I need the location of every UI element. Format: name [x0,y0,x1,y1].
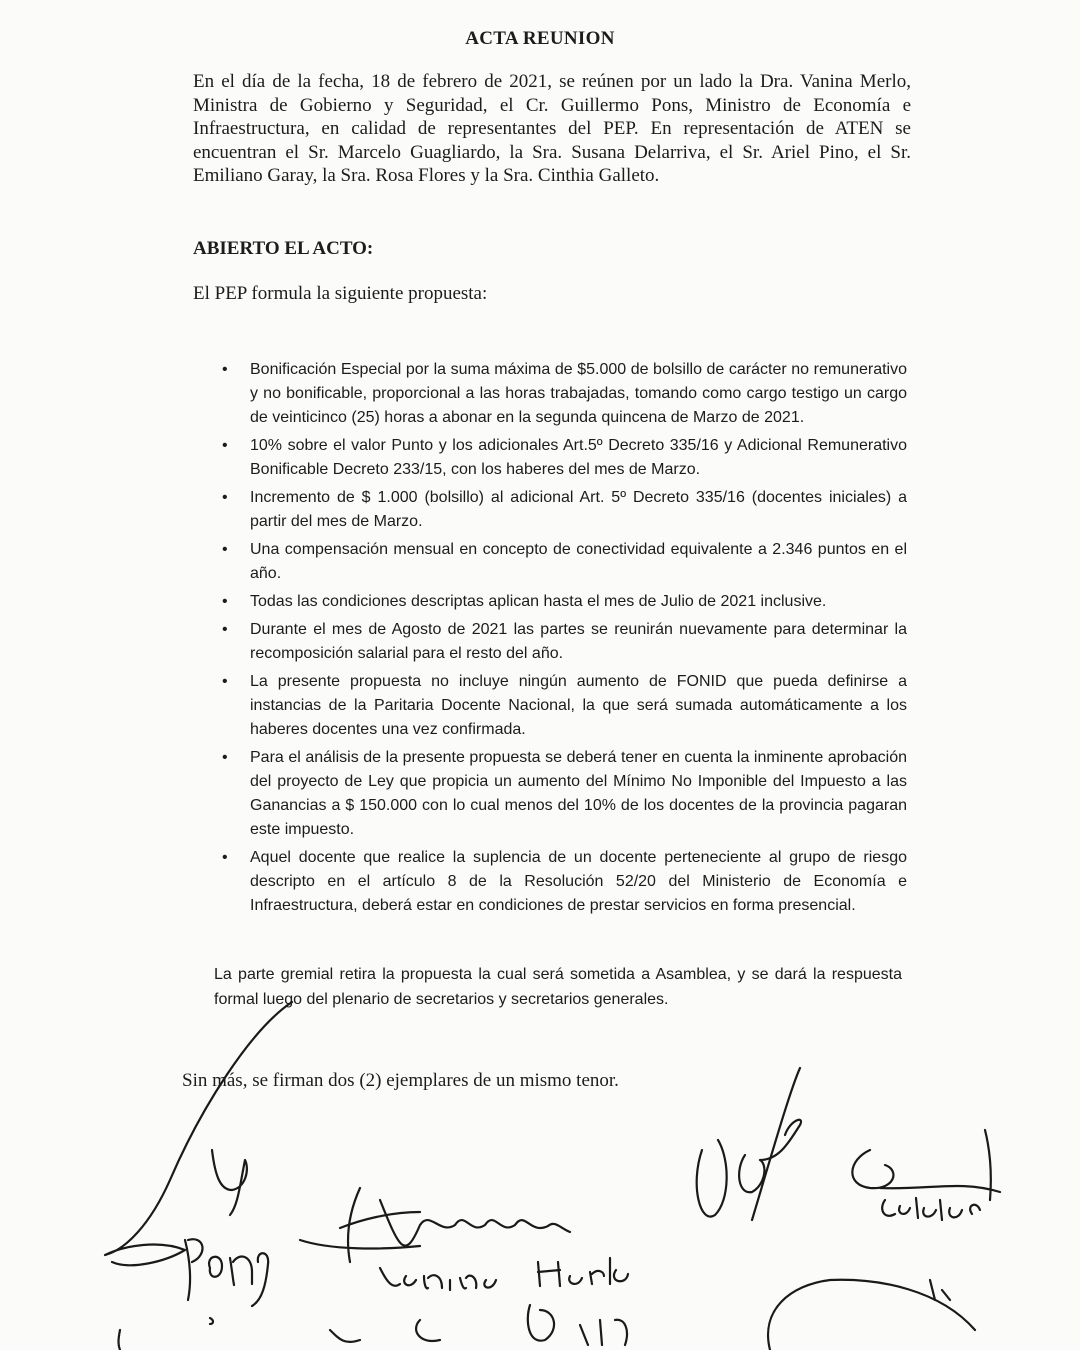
signature-stroke [300,1240,420,1248]
document-title: ACTA REUNION [465,28,615,49]
list-item-text: Durante el mes de Agosto de 2021 las partes se reunirán nuevamente para determinar la recomposición salarial para el resto del año. [250,621,907,662]
list-item-text: Todas las condiciones descriptas aplican hasta el mes de Julio de 2021 inclusive. [250,593,827,610]
list-item-text: Bonificación Especial por la suma máxima de $5.000 de bolsillo de carácter no remunerativo y no bonificable, proporcional a las horas trabajadas, tomando como cargo testigo un cargo de veinticinco (25) horas a abonar en la segunda quincena de Marzo de 2021. [250,361,907,426]
signature-stroke [105,1002,292,1265]
list-item-text: Aquel docente que realice la suplencia de un docente perteneciente al grupo de riesgo descripto en el artículo 8 de la Resolución 52/20 del Ministerio de Economía e Infraestructura, deberá estar en condiciones de prestar servicios en forma presencial. [250,849,907,914]
bullet-icon: • [222,593,228,610]
bullet-icon: • [222,621,228,638]
section-heading: ABIERTO EL ACTO: [193,238,374,259]
list-item-text: 10% sobre el valor Punto y los adicionales Art.5º Decreto 335/16 y Adicional Remunerativo Bonificable Decreto 233/15, con los haberes del mes de Marzo. [250,437,907,478]
closing-paragraph: La parte gremial retira la propuesta la cual será sometida a Asamblea, y se dará la respuesta formal luego del plenario de secretarios y secretarios generales. [214,966,902,1008]
list-item [222,670,907,742]
list-item [222,538,907,586]
proposal-intro: El PEP formula la siguiente propuesta: [193,283,488,304]
list-item [222,434,907,482]
signature-stroke [380,1200,570,1246]
list-item-text: Para el análisis de la presente propuesta se deberá tener en cuenta la inminente aprobación del proyecto de Ley que propicia un aumento del Mínimo No Imponible del Impuesto a las Ganancias a $ 150.000 con lo cual menos del 10% de los docentes de la provincia pagaran este impuesto. [250,749,907,838]
signature-stroke [852,1130,1000,1200]
intro-paragraph: En el día de la fecha, 18 de febrero de 2021, se reúnen por un lado la Dra. Vanina Merlo, Ministra de Gobierno y Seguridad, el Cr. Guillermo Pons, Ministro de Economía e Infraestructura, en calidad de representantes del PEP. En representación de ATEN se encuentran el Sr. Marcelo Guagliardo, la Sra. Susana Delarriva, el Sr. Ariel Pino, el Sr. Emiliano Garay, la Sra. Rosa Flores y la Sra. Cinthia Galleto. [193,71,911,186]
list-item [222,486,907,534]
signature-stroke [768,1280,975,1350]
signature-stroke [185,1239,203,1300]
bullet-icon: • [222,673,228,690]
list-item-text: Una compensación mensual en concepto de conectividad equivalente a 2.346 puntos en el año. [250,541,907,582]
bullet-icon: • [222,541,228,558]
signature-stroke [212,1150,247,1215]
signature-stroke [209,1253,268,1306]
bullet-icon: • [222,849,228,866]
bullet-icon: • [222,489,228,506]
signature-stroke [380,1268,496,1290]
bullet-icon: • [222,437,228,454]
signature-stroke [340,1188,420,1262]
list-item [222,846,907,918]
signature-stroke [739,1120,801,1192]
signature-stroke [119,1305,627,1350]
list-item [222,746,907,842]
bullet-icon: • [222,749,228,766]
list-item [222,590,907,614]
signature-stroke [882,1198,980,1220]
list-item [222,618,907,666]
signature-stroke [697,1068,800,1220]
bullet-icon: • [222,361,228,378]
final-line: Sin más, se firman dos (2) ejemplares de un mismo tenor. [182,1070,619,1091]
proposal-list [222,358,907,922]
signature-stroke [538,1258,628,1286]
list-item [222,358,907,430]
list-item-text: Incremento de $ 1.000 (bolsillo) al adicional Art. 5º Decreto 335/16 (docentes iniciales) a partir del mes de Marzo. [250,489,907,530]
list-item-text: La presente propuesta no incluye ningún aumento de FONID que pueda definirse a instancias de la Paritaria Docente Nacional, la que será sumada automáticamente a los haberes docentes una vez confirmada. [250,673,907,738]
